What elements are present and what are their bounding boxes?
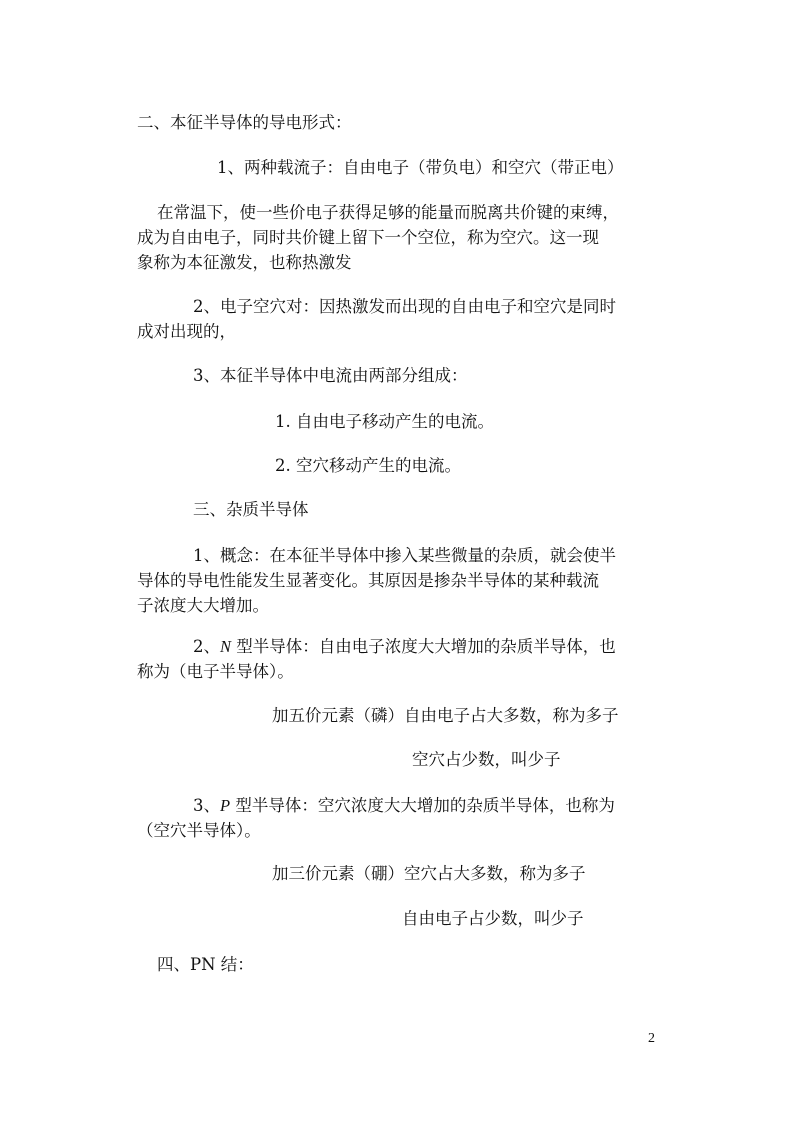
impurity-concept-line-1: 1、概念：在本征半导体中掺入某些微量的杂质，就会使半 (193, 546, 616, 565)
n-type-definition-text: 型半导体：自由电子浓度大大增加的杂质半导体，也 (231, 637, 616, 656)
current-composition-item: 3、本征半导体中电流由两部分组成： (193, 366, 468, 385)
n-type-letter: N (220, 637, 232, 656)
intrinsic-excitation-line-3: 象称为本征激发，也称热激发 (137, 253, 352, 272)
n-type-prefix: 2、 (193, 637, 220, 656)
p-type-letter: P (220, 796, 231, 815)
section-2-heading: 二、本征半导体的导电形式： (137, 113, 352, 132)
hole-current-subitem: 2. 空穴移动产生的电流。 (275, 456, 461, 475)
p-type-definition-text: 型半导体：空穴浓度大大增加的杂质半导体，也称为 (230, 796, 615, 815)
carrier-types-item: 1、两种载流子：自由电子（带负电）和空穴（带正电） (217, 158, 624, 177)
intrinsic-excitation-line-1: 在常温下，使一些价电子获得足够的能量而脱离共价键的束缚， (157, 203, 619, 222)
intrinsic-excitation-line-2: 成为自由电子，同时共价键上留下一个空位，称为空穴。这一现 (137, 228, 599, 247)
p-type-definition-line-1 (193, 796, 615, 816)
page-number: 2 (648, 1031, 655, 1046)
n-type-definition-line-1 (193, 637, 616, 657)
n-type-definition-line-2: 称为（电子半导体）。 (137, 662, 294, 681)
n-type-majority-note: 加五价元素（磷）自由电子占大多数，称为多子 (272, 706, 619, 725)
impurity-concept-line-3: 子浓度大大增加。 (137, 596, 269, 615)
electron-current-subitem: 1. 自由电子移动产生的电流。 (275, 412, 494, 431)
electron-hole-pair-line-2: 成对出现的， (137, 322, 236, 341)
electron-hole-pair-line-1: 2、电子空穴对：因热激发而出现的自由电子和空穴是同时 (193, 297, 616, 316)
p-type-prefix: 3、 (193, 796, 220, 815)
p-type-definition-line-2: （空穴半导体）。 (137, 821, 261, 840)
impurity-concept-line-2: 导体的导电性能发生显著变化。其原因是掺杂半导体的某种载流 (137, 571, 599, 590)
section-3-heading: 三、杂质半导体 (193, 500, 309, 519)
p-type-majority-note: 加三价元素（硼）空穴占大多数，称为多子 (272, 864, 586, 883)
section-4-heading: 四、PN 结： (157, 955, 254, 974)
n-type-minority-note: 空穴占少数，叫少子 (412, 750, 561, 769)
p-type-minority-note: 自由电子占少数，叫少子 (402, 909, 584, 928)
